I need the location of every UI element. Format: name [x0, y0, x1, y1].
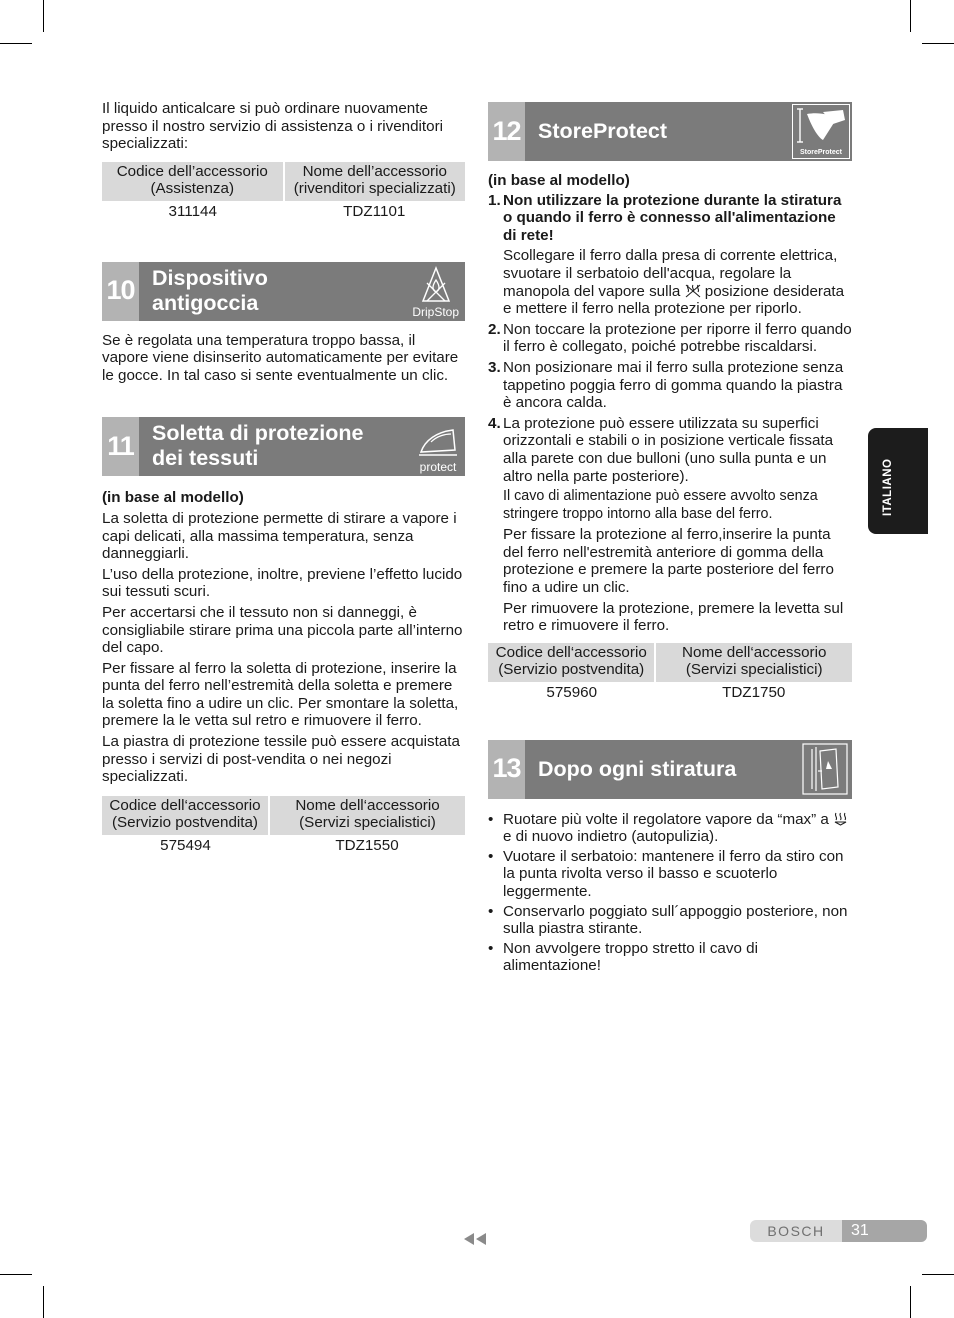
- page-number: 31: [842, 1220, 927, 1242]
- step-number: 4.: [488, 414, 501, 432]
- table-cell: TDZ1550: [335, 837, 399, 855]
- step-text: Non posizionare mai il ferro sulla protezione senza tappetino poggia ferro di gomma quando la piastra è ancora calda.: [503, 358, 844, 412]
- paragraph: La soletta di protezione permette di stirare a vapore i capi delicati, alla massima temperatura, senza danneggiarli.: [102, 509, 457, 563]
- nav-arrows-icon: [463, 1232, 489, 1251]
- language-label: ITALIANO: [882, 458, 894, 516]
- step-note: Il cavo di alimentazione può essere avvolto senza stringere troppo intorno alla base del ferro.: [503, 488, 818, 522]
- table-header: Nome dell‘accessorio (Servizi specialistici): [655, 643, 852, 682]
- paragraph: La piastra di protezione tessile può essere acquistata presso i servizi di post-vendita o nei negozi specializzati.: [102, 733, 460, 786]
- accessory-table: [488, 643, 852, 702]
- list-item: • Vuotare il serbatoio: mantenere il ferro da stiro con la punta rivolta verso il basso e scuoterlo leggermente.: [488, 848, 852, 901]
- section-number: 13: [488, 740, 525, 799]
- table-header: Codice dell’accessorio (Assistenza): [102, 162, 284, 201]
- intro-text: Il liquido anticalcare si può ordinare nuovamente presso il nostro servizio di assistenza o i rivenditori specializzati:: [102, 100, 444, 153]
- section-title: [152, 421, 363, 471]
- icon-label: protect: [419, 460, 457, 475]
- storeprotect-icon: [792, 102, 850, 161]
- step-text: Per fissare la protezione al ferro,inserire la punta del ferro nell'estremità anteriore di gomma della protezione e premere la parte posteriore del ferro fino a udire un clic.: [503, 526, 834, 597]
- table-header: Codice dell‘accessorio (Servizio postvendita): [488, 643, 655, 682]
- paragraph: L’uso della protezione, inoltre, previene l’effetto lucido sui tessuti scuri.: [102, 565, 463, 601]
- section-title: StoreProtect: [538, 119, 668, 143]
- step-text: Per rimuovere la protezione, premere la levetta sul retro e rimuovere il ferro.: [503, 599, 844, 635]
- model-note: (in base al modello): [102, 489, 244, 507]
- icon-label: StoreProtect: [799, 149, 842, 156]
- dripstop-icon: [412, 262, 459, 321]
- bullet-text-part: e di nuovo indietro (autopulizia).: [503, 828, 719, 846]
- crop-mark: [43, 1286, 44, 1318]
- section-title-line: Soletta di protezione: [152, 421, 364, 446]
- accessory-table: [102, 796, 465, 855]
- section-title: [152, 266, 268, 316]
- list-item: • Non avvolgere troppo stretto il cavo di alimentazione!: [488, 940, 852, 975]
- table-cell: TDZ1101: [343, 202, 406, 220]
- section-title: Dopo ogni stiratura: [538, 756, 737, 781]
- section-header-10: [102, 262, 465, 321]
- icon-label: DripStop: [412, 304, 459, 319]
- list-item: • Conservarlo poggiato sull´appoggio posteriore, non sulla piastra stirante.: [488, 903, 852, 938]
- step-number: 3.: [488, 358, 501, 376]
- list-item: [488, 415, 852, 635]
- step-number: 1.: [488, 191, 501, 209]
- section-title-line: dei tessuti: [152, 446, 259, 471]
- crop-mark: [910, 0, 911, 32]
- section-number: 10: [102, 262, 139, 321]
- steam-off-icon: [685, 284, 701, 298]
- section-title-line: Dispositivo: [152, 265, 268, 290]
- table-header: Codice dell‘accessorio (Servizio postvendita): [102, 796, 269, 835]
- table-cell: 575960: [546, 684, 598, 702]
- language-tab: [868, 428, 928, 534]
- section-number: 12: [488, 102, 525, 161]
- crop-mark: [910, 1286, 911, 1318]
- bullet-list: [488, 811, 852, 975]
- table-header: Nome dell’accessorio (rivenditori specializzati): [284, 162, 466, 201]
- table-cell: 311144: [168, 202, 217, 220]
- step-text: [503, 247, 852, 317]
- step-text-part: Scollegare il ferro dalla presa di corrente elettrica, svuotare il serbatoio dell'acqua, regolare la manopola del vapore sulla: [503, 247, 838, 300]
- step-number: 2.: [488, 320, 501, 338]
- step-warning: Non utilizzare la protezione durante la stiratura o quando il ferro è connesso all'alimentazione di rete!: [503, 191, 842, 244]
- steam-clean-icon: [833, 811, 848, 826]
- step-text-part: posizione desiderata e mettere il ferro nella protezione per riporlo.: [503, 282, 845, 318]
- crop-mark: [0, 1274, 32, 1275]
- bullet-text-part: Ruotare più volte il regolatore vapore da “max” a: [503, 810, 829, 828]
- model-note: (in base al modello): [488, 172, 630, 189]
- list-item: [488, 321, 852, 356]
- crop-mark: [922, 1274, 954, 1275]
- paragraph: Per fissare al ferro la soletta di protezione, inserire la punta del ferro nell’estremità della soletta e premere la soletta fino a udire un clic. Per smontare la soletta, premere la le vetta sul retro e rimuovere il ferro.: [102, 659, 459, 730]
- accessory-table: [102, 162, 465, 221]
- left-column: [102, 100, 465, 855]
- crop-mark: [43, 0, 44, 32]
- step-text: Non toccare la protezione per riporre il ferro quando il ferro è collegato, poiché potrebbe riscaldarsi.: [503, 320, 852, 356]
- crop-mark: [922, 43, 954, 44]
- section-header-11: [102, 417, 465, 476]
- instruction-list: [488, 192, 852, 635]
- paragraph: Per accertarsi che il tessuto non si danneggi, è consigliabile stirare prima una piccola parte all’interno del capo.: [102, 603, 463, 657]
- right-column: [488, 102, 852, 977]
- step-text: La protezione può essere utilizzata su superfici orizzontali e stabili o in posizione verticale fissata alla parete con due bulloni (uno sulla punta e un altro nella parte posteriore).: [503, 414, 834, 485]
- crop-mark: [0, 43, 32, 44]
- list-item: [488, 359, 852, 412]
- table-cell: 575494: [160, 837, 211, 855]
- section-text: Se è regolata una temperatura troppo bassa, il vapore viene disinserito automaticamente per evitare le gocce. In tal caso si sente eventualmente un clic.: [102, 331, 459, 384]
- protect-icon: [417, 417, 459, 476]
- table-header: Nome dell‘accessorio (Servizi specialistici): [269, 796, 465, 835]
- brand-label: BOSCH: [750, 1220, 842, 1242]
- cleaning-icon: [802, 740, 848, 799]
- section-title-line: antigoccia: [152, 290, 259, 315]
- table-cell: TDZ1750: [722, 684, 786, 702]
- list-item: [488, 811, 852, 846]
- list-item: [488, 192, 852, 318]
- section-header-13: [488, 740, 852, 799]
- section-header-12: [488, 102, 852, 161]
- section-number: 11: [102, 417, 139, 476]
